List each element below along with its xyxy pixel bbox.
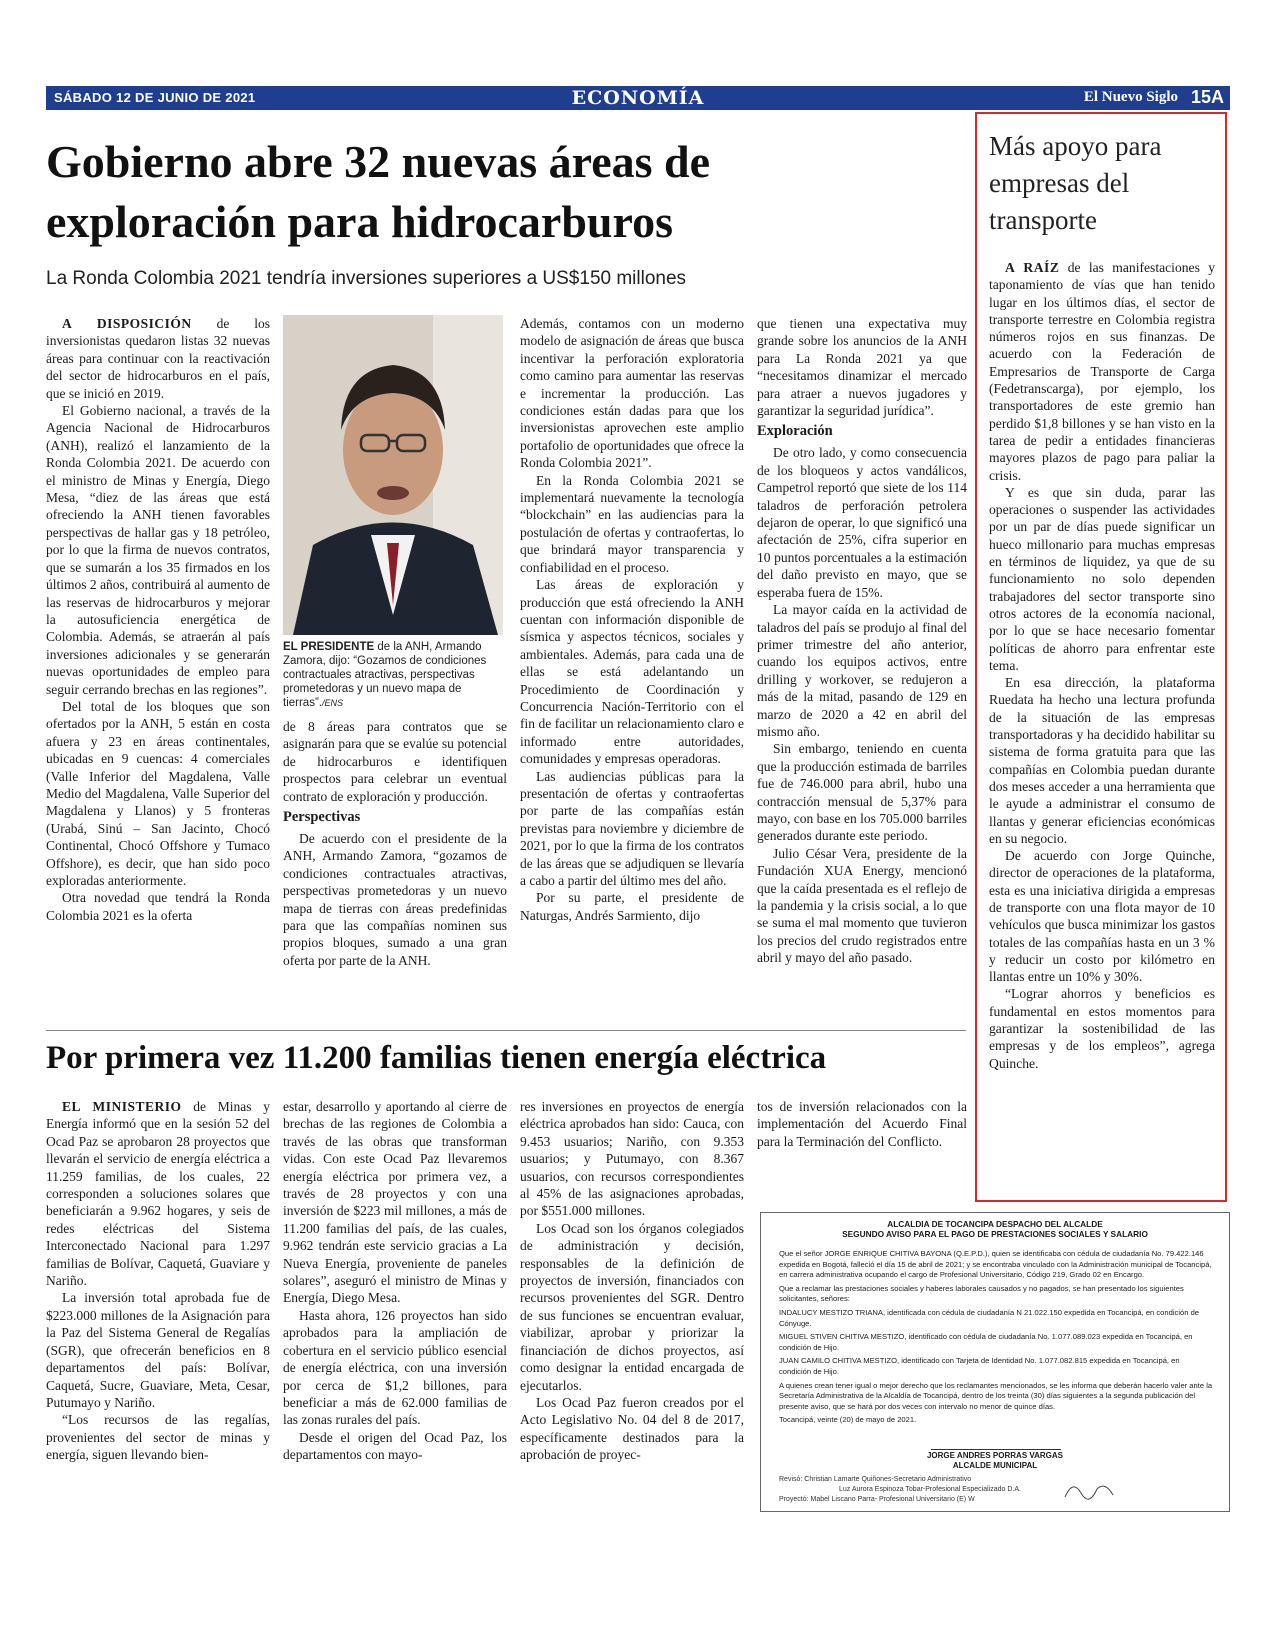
signer-title: ALCALDE MUNICIPAL — [952, 1461, 1038, 1470]
notice-paragraph: MIGUEL STIVEN CHITIVA MESTIZO, identificado con cédula de ciudadanía No. 1.077.089.023 expedida en Tocancipá, en condición de Hijo. — [779, 1332, 1193, 1352]
paragraph: En la Ronda Colombia 2021 se implementará nuevamente la tecnología “blockchain” en las audiencias para la postulación de ofertas y contraofertas, lo que brindará mayor transparencia y confiabilidad en el proceso. — [520, 472, 744, 575]
photo-caption — [283, 640, 505, 710]
paragraph: Los Ocad Paz fueron creados por el Acto Legislativo No. 04 del 8 de 2017, específicamente destinados para la aprobación de proyec- — [520, 1394, 744, 1463]
section-title: ECONOMÍA — [571, 87, 705, 109]
paragraph: En esa dirección, la plataforma Ruedata ha hecho una lectura profunda de la situación de las empresas transportadoras y ha decidido habilitar su sistema de forma gratuita para que las compañías en Colombia puedan durante dos meses acceder a una herramienta que le ayude a administrar el consumo de llantas y generar eficiencias económicas en su negocio. — [989, 675, 1215, 846]
notice-paragraph: Que el señor JORGE ENRIQUE CHITIVA BAYONA (Q.E.P.D.), quien se identificaba con cédula de ciudadanía No. 79.422.146 expedida en Bogotá, falleció el día 15 de abril de 2021; y se encontraba vinculado con la Administración municipal de Tocancipá, en carrera administrativa ocupando el cargo de Profesional Universitario, Código 219, Grado 02 en Encargo. — [779, 1249, 1212, 1280]
article1-column-1 — [46, 315, 270, 924]
page-number: 15A — [1190, 87, 1224, 107]
lead-words: A DISPOSICIÓN — [62, 316, 192, 331]
notice-paragraph: Tocancipá, veinte (20) de mayo de 2021. — [779, 1415, 917, 1425]
notice-body — [779, 1249, 1213, 1429]
notice-paragraph: INDALUCY MESTIZO TRIANA, identificada con cédula de ciudadanía N 21.022.150 expedida en Tocancipá, en condición de Cónyuge. — [779, 1307, 1200, 1328]
paragraph: De acuerdo con Jorge Quinche, director de operaciones de la plataforma, esta es una iniciativa dirigida a empresas de transporte con una flota mayor de 10 vehículos que busca minimizar los gastos totales de las compañías hasta en un 3 % y reducir un costo por kilómetro en llantas entre un 10% y 30%. — [989, 848, 1215, 985]
paragraph: Los Ocad son los órganos colegiados de administración y decisión, responsables de la definición de proyectos de inversión, financiados con recursos provenientes del SGR. Dentro de sus funciones se encuentran evaluar, viabilizar, aprobar y priorizar la financiación de dichos proyectos, así como designar la entidad encargada de ejecutarlos. — [520, 1220, 744, 1393]
notice-paragraph: Que a reclamar las prestaciones sociales y haberes laborales causados y no pagados, se han presentado los siguientes solicitantes, señores: — [779, 1283, 1184, 1304]
legal-notice — [760, 1212, 1230, 1512]
footer-line: Revisó: Christian Lamarte Quiñones-Secretario Administrativo — [779, 1476, 972, 1483]
article1-column-2 — [283, 718, 507, 969]
paragraph: de los inversionistas quedaron listas 32 nuevas áreas para continuar con la reactivación del sector de hidrocarburos en el país, que se inició en 2019. — [46, 316, 270, 401]
notice-footer — [779, 1475, 1219, 1505]
paragraph: De acuerdo con el presidente de la ANH, Armando Zamora, “gozamos de condiciones contractuales atractivas, perspectivas prometedoras y un nuevo mapa de tierras con áreas predefinidas para que las compañías nominen sus propios bloques, sumado a una gran oferta por parte de la ANH. — [283, 831, 507, 968]
signer-name: JORGE ANDRES PORRAS VARGAS — [926, 1451, 1064, 1460]
article2-headline: Por primera vez 11.200 familias tienen energía eléctrica — [46, 1040, 827, 1076]
notice-title-line-1: ALCALDIA DE TOCANCIPA DESPACHO DEL ALCALDE — [887, 1219, 1103, 1229]
paragraph: Desde el origen del Ocad Paz, los departamentos con mayo- — [283, 1429, 507, 1463]
paragraph: Hasta ahora, 126 proyectos han sido aprobados para la ampliación de cobertura en el servicio público esencial de energía eléctrica, con una inversión por cerca de $1,2 billones, para beneficiar a más de 62.000 familias de las zonas rurales del país. — [283, 1307, 507, 1428]
paragraph: Además, contamos con un moderno modelo de asignación de áreas que busca incentivar la perforación exploratoria como camino para aumentar las reservas e incrementar la producción. Las condiciones están dadas para que los inversionistas aprovechen este amplio portafolio de oportunidades que ofrece la Ronda Colombia 2021”. — [520, 316, 744, 471]
lead-words: EL MINISTERIO — [62, 1099, 182, 1114]
subheading-perspectivas: Perspectivas — [283, 809, 361, 826]
paragraph: La inversión total aprobada fue de $223.000 millones de la Asignación para la Paz del Sistema General de Regalías (SGR), que ofrecerán beneficios en 8 departamentos del país: Bolívar, Caquetá, Sucre, Guaviare, Meta, Cesar, Putumayo y Nariño. — [46, 1290, 270, 1410]
subheading-exploracion: Exploración — [757, 423, 833, 440]
paragraph: Las audiencias públicas para la presentación de ofertas y contraofertas por parte de las compañías están previstas para noviembre y diciembre de 2021, por lo que la firma de los contratos de las áreas que se adjudiquen se llevaría a cabo a partir del último mes del año. — [520, 768, 744, 888]
sidebar-text — [989, 259, 1215, 1072]
handwritten-signature-icon — [1061, 1475, 1121, 1505]
paragraph: Las áreas de exploración y producción que está ofreciendo la ANH cuentan con información disponible de sísmica y aspectos técnicos, sociales y ambientales. Además, para cada una de ellas se está adelantando un Procedimiento de Coordinación y Concurrencia Nación-Territorio con el fin de facilitar un relacionamiento claro e informado entre autoridades, comunidades y empresas operadoras. — [520, 577, 744, 767]
paragraph: que tienen una expectativa muy grande sobre los anuncios de la ANH para La Ronda 2021 ya que “necesitamos dinamizar el mercado para atraer a nuevos jugadores y garantizar la seguridad jurídica”. — [757, 316, 967, 419]
paragraph: Julio César Vera, presidente de la Fundación XUA Energy, mencionó que la caída presentada es el reflejo de la pandemia y la crisis social, a lo que se suma el mal momento que tuvieron los precios del crudo registrados entre abril y mayo del año pasado. — [757, 845, 967, 966]
sidebar-story-box — [975, 112, 1227, 1202]
paragraph: res inversiones en proyectos de energía eléctrica aprobados han sido: Cauca, con 9.453 usuarios; Nariño, con 9.353 usuarios; y Putumayo, con 8.367 usuarios, con recursos correspondientes al 45% de las asignaciones aprobadas, por $551.000 millones. — [520, 1099, 744, 1219]
article2-column-2 — [283, 1098, 507, 1464]
issue-date: SÁBADO 12 DE JUNIO DE 2021 — [54, 90, 256, 105]
photo-credit: /ENS — [321, 698, 343, 708]
paragraph: de Minas y Energía informó que en la sesión 52 del Ocad Paz se aprobaron 28 proyectos que llevarán el servicio de energía eléctrica a 11.259 familias, de los cuales, 22 corresponden a soluciones solares que beneficiarán a 9.962 hogares, y seis de redes eléctricas del Sistema Interconectado Nacional para 1.297 familias de Bolívar, Caquetá, Guaviare y Nariño. — [46, 1099, 270, 1289]
caption-text: de la ANH, Armando Zamora, dijo: “Gozamos de condiciones contractuales atractivas, perspectivas prometedoras y un nuevo mapa de tierras”. — [283, 641, 487, 709]
portrait-photo-illustration — [283, 315, 503, 635]
article1-column-4 — [757, 315, 967, 967]
article2-column-4 — [757, 1098, 967, 1150]
article1-column-3 — [520, 315, 744, 924]
notice-paragraph: JUAN CAMILO CHITIVA MESTIZO, identificado con Tarjeta de Identidad No. 1.077.082.815 expedida en Tocancipá, en condición de Hijo. — [779, 1356, 1180, 1376]
paragraph: estar, desarrollo y aportando al cierre de brechas de las regiones de Colombia a través de las obras que transforman vidas. Con este Ocad Paz llevaremos energía eléctrica por primera vez, a través de 28 proyectos y con una inversión de $223 mil millones, a más de 11.200 familias del país, de las cuales, 9.962 tendrán este servicio gracias a La Nueva Energía, proveniente de paneles solares”, aseguró el ministro de Minas y Energía, Diego Mesa. — [283, 1099, 507, 1306]
paragraph: Sin embargo, teniendo en cuenta que la producción estimada de barriles fue de 746.000 para abril, hubo una contracción mensual de 5,37% para mayo, con base en los 705.000 barriles generados durante este periodo. — [757, 741, 967, 844]
notice-title — [761, 1219, 1229, 1239]
news-photo — [283, 315, 503, 635]
paragraph: El Gobierno nacional, a través de la Agencia Nacional de Hidrocarburos (ANH), realizó el lanzamiento de la Ronda Colombia 2021. De acuerdo con el ministro de Minas y Energía, Diego Mesa, “diez de las áreas que está ofreciendo la ANH tienen favorables perspectivas de hallar gas y 18 petróleo, por lo que la firma de nuevos contratos, que se sumarán a los 35 firmados en los últimos 2 años, contribuirá al aumento de las reservas de hidrocarburos y mejorar la autosuficiencia energética de Colombia. Además, se atraerán al país inversiones adicionales y se generarán nuevas oportunidades de empleo para seguir cerrando brechas en las regiones”. — [46, 403, 270, 697]
article-headline: Gobierno abre 32 nuevas áreas de exploración para hidrocarburos — [46, 136, 711, 247]
paragraph: Del total de los bloques que son ofertados por la ANH, 5 están en costa afuera y 23 en áreas continentales, ubicadas en 9 cuencas: 4 comerciales (Valle Inferior del Magdalena, Valle Medio del Magdalena, Valle Superior del Magdalena y Llanos) y 5 fronteras (Urabá, Sinú – San Jacinto, Chocó Continental, Chocó Offshore y Tumaco Offshore), es decir, que han sido poco exploradas anteriormente. — [46, 698, 270, 888]
paragraph: “Los recursos de las regalías, provenientes del sector de minas y energía, siguen llevando bien- — [46, 1412, 270, 1463]
notice-paragraph: A quienes crean tener igual o mejor derecho que los reclamantes mencionados, se les informa que deberán hacerlo valer ante la Secretaría Administrativa de la Alcaldía de Tocancipá, dentro de los treinta (30) días siguientes a la segunda publicación del presente aviso, que se hará por dos veces con intervalo no menor de quince días. — [779, 1380, 1213, 1411]
caption-lead: EL PRESIDENTE — [283, 641, 375, 653]
signature-line — [931, 1449, 1061, 1450]
sidebar-title: Más apoyo para empresas del transporte — [989, 131, 1162, 235]
paragraph: Por su parte, el presidente de Naturgas, Andrés Sarmiento, dijo — [520, 890, 744, 923]
paragraph: Otra novedad que tendrá la Ronda Colombia 2021 es la oferta — [46, 890, 270, 923]
paragraph: De otro lado, y como consecuencia de los bloqueos y actos vandálicos, Campetrol reportó que siete de los 114 taladros de perforación petrolera dejaron de operar, lo que significó una afectación de 25%, cifra superior en 10 puntos porcentuales a la estimación del daño previsto en mayo, que se esperaba fuera de 15%. — [757, 445, 967, 600]
paragraph: La mayor caída en la actividad de taladros del país se produjo al final del primer trimestre del año anterior, cuando los equipos activos, entre drilling y workover, se redujeron a más de la mitad, pasando de 129 en marzo de 2020 a 42 en abril del mismo año. — [757, 602, 967, 739]
notice-signature — [761, 1451, 1229, 1471]
article2-column-3 — [520, 1098, 744, 1464]
article2-column-1 — [46, 1098, 270, 1464]
footer-line: Luz Aurora Espinoza Tobar-Profesional Especializado D.A. — [839, 1486, 1021, 1493]
article-subhead: La Ronda Colombia 2021 tendría inversiones superiores a US$150 millones — [46, 268, 687, 289]
paragraph: “Lograr ahorros y beneficios es fundamental en estos momentos para garantizar la sostenibilidad de las empresas y de los empleos”, agrega Quinche. — [989, 986, 1215, 1071]
footer-line: Proyectó: Mabel Liscano Parra- Profesional Universitario (E) W — [779, 1496, 975, 1503]
paragraph: de las manifestaciones y taponamiento de vías que han tenido lugar en los últimos días, el sector de transporte terrestre en Colombia registra números rojos en sus finanzas. De acuerdo con la Federación de Empresarios de Transporte de Carga (Fedetranscarga), por ejemplo, los transportadores de este gremio han perdido $1,8 billones y se han visto en la tarea de pedir a entidades financieras mayores plazos de pago para paliar la crisis. — [989, 260, 1215, 483]
paragraph: Y es que sin duda, parar las operaciones o suspender las actividades por un par de días puede significar un hueco millonario para muchas empresas en términos de liquidez, ya que de su funcionamiento no solo dependen trabajadores del sector transporte sino otros actores de la economía nacional, por lo que se hace necesario fomentar políticas de ahorro para enfrentar este tema. — [989, 484, 1215, 673]
newspaper-name: El Nuevo Siglo — [1083, 89, 1178, 105]
paragraph: tos de inversión relacionados con la implementación del Acuerdo Final para la Terminación del Conflicto. — [757, 1099, 967, 1149]
paragraph: de 8 áreas para contratos que se asignarán para que se evalúe su potencial de hidrocarburos e identifiquen prospectos para celebrar un eventual contrato de exploración y producción. — [283, 719, 507, 804]
notice-title-line-2: SEGUNDO AVISO PARA EL PAGO DE PRESTACIONES SOCIALES Y SALARIO — [842, 1229, 1148, 1239]
section-header-bar — [46, 86, 1230, 110]
divider — [46, 1030, 966, 1031]
lead-words: A RAÍZ — [1005, 260, 1060, 275]
